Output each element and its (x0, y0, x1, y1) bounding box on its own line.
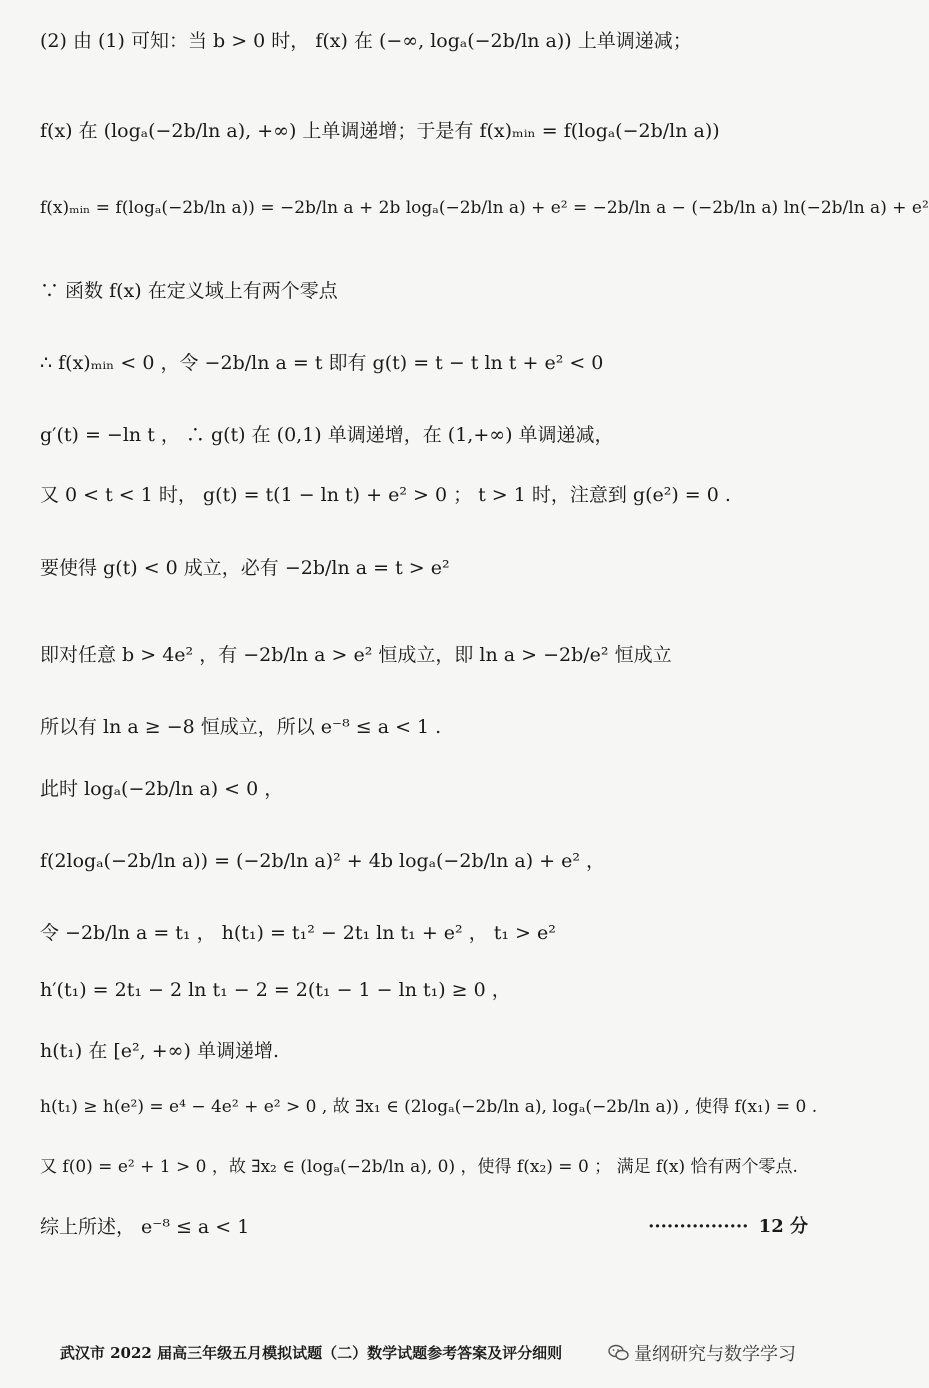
solution-line-5: ∴ f(x)ₘᵢₙ < 0 ，令 −2b/ln a = t 即有 g(t) = t − t ln t + e² < 0 (40, 352, 604, 374)
solution-line-13: 令 −2b/ln a = t₁ ， h(t₁) = t₁² − 2t₁ ln t₁ + e² ， t₁ > e² (40, 922, 556, 944)
solution-line-10: 所以有 ln a ≥ −8 恒成立，所以 e⁻⁸ ≤ a < 1 . (40, 716, 442, 738)
score-dots: ················ (648, 1216, 749, 1237)
solution-line-1: (2) 由 (1) 可知：当 b > 0 时， f(x) 在 (−∞, logₐ(−2b/ln a)) 上单调递减； (40, 30, 692, 52)
solution-line-17: 又 f(0) = e² + 1 > 0 ，故 ∃x₂ ∈ (logₐ(−2b/ln a), 0) ，使得 f(x₂) = 0 ； 满足 f(x) 恰有两个零点. (40, 1157, 798, 1177)
wechat-icon (608, 1344, 630, 1362)
solution-line-12: f(2logₐ(−2b/ln a)) = (−2b/ln a)² + 4b logₐ(−2b/ln a) + e² ， (40, 850, 605, 872)
watermark (608, 1340, 796, 1366)
solution-line-6: g′(t) = −ln t ， ∴ g(t) 在 (0,1) 单调递增，在 (1,+∞) 单调递减， (40, 424, 614, 446)
solution-line-3: f(x)ₘᵢₙ = f(logₐ(−2b/ln a)) = −2b/ln a + 2b logₐ(−2b/ln a) + e² = −2b/ln a − (−2b/ln a) ln(−2b/ln a) + e² (40, 198, 929, 218)
solution-line-7: 又 0 < t < 1 时， g(t) = t(1 − ln t) + e² > 0 ； t > 1 时，注意到 g(e²) = 0 . (40, 484, 731, 506)
solution-line-18: 综上所述， e⁻⁸ ≤ a < 1 (40, 1216, 250, 1238)
solution-line-8: 要使得 g(t) < 0 成立，必有 −2b/ln a = t > e² (40, 557, 450, 579)
solution-line-11: 此时 logₐ(−2b/ln a) < 0 ， (40, 778, 284, 800)
solution-line-9: 即对任意 b > 4e² ，有 −2b/ln a > e² 恒成立，即 ln a > −2b/e² 恒成立 (40, 644, 672, 666)
footer-text: 武汉市 2022 届高三年级五月模拟试题（二）数学试题参考答案及评分细则 (59, 1344, 563, 1362)
solution-line-16: h(t₁) ≥ h(e²) = e⁴ − 4e² + e² > 0 , 故 ∃x₁ ∈ (2logₐ(−2b/ln a), logₐ(−2b/ln a)) , 使得 f(x₁) = 0 . (40, 1097, 818, 1117)
solution-line-4: ∵ 函数 f(x) 在定义域上有两个零点 (40, 280, 338, 302)
solution-line-15: h(t₁) 在 [e², +∞) 单调递增. (40, 1040, 279, 1062)
score-mark (648, 1212, 808, 1238)
score-label: 12 分 (758, 1216, 808, 1237)
watermark-text: 量纲研究与数学学习 (634, 1344, 796, 1365)
solution-line-2: f(x) 在 (logₐ(−2b/ln a), +∞) 上单调递增；于是有 f(x)ₘᵢₙ = f(logₐ(−2b/ln a)) (40, 120, 720, 142)
solution-line-14: h′(t₁) = 2t₁ − 2 ln t₁ − 2 = 2(t₁ − 1 − ln t₁) ≥ 0 ， (40, 979, 511, 1001)
